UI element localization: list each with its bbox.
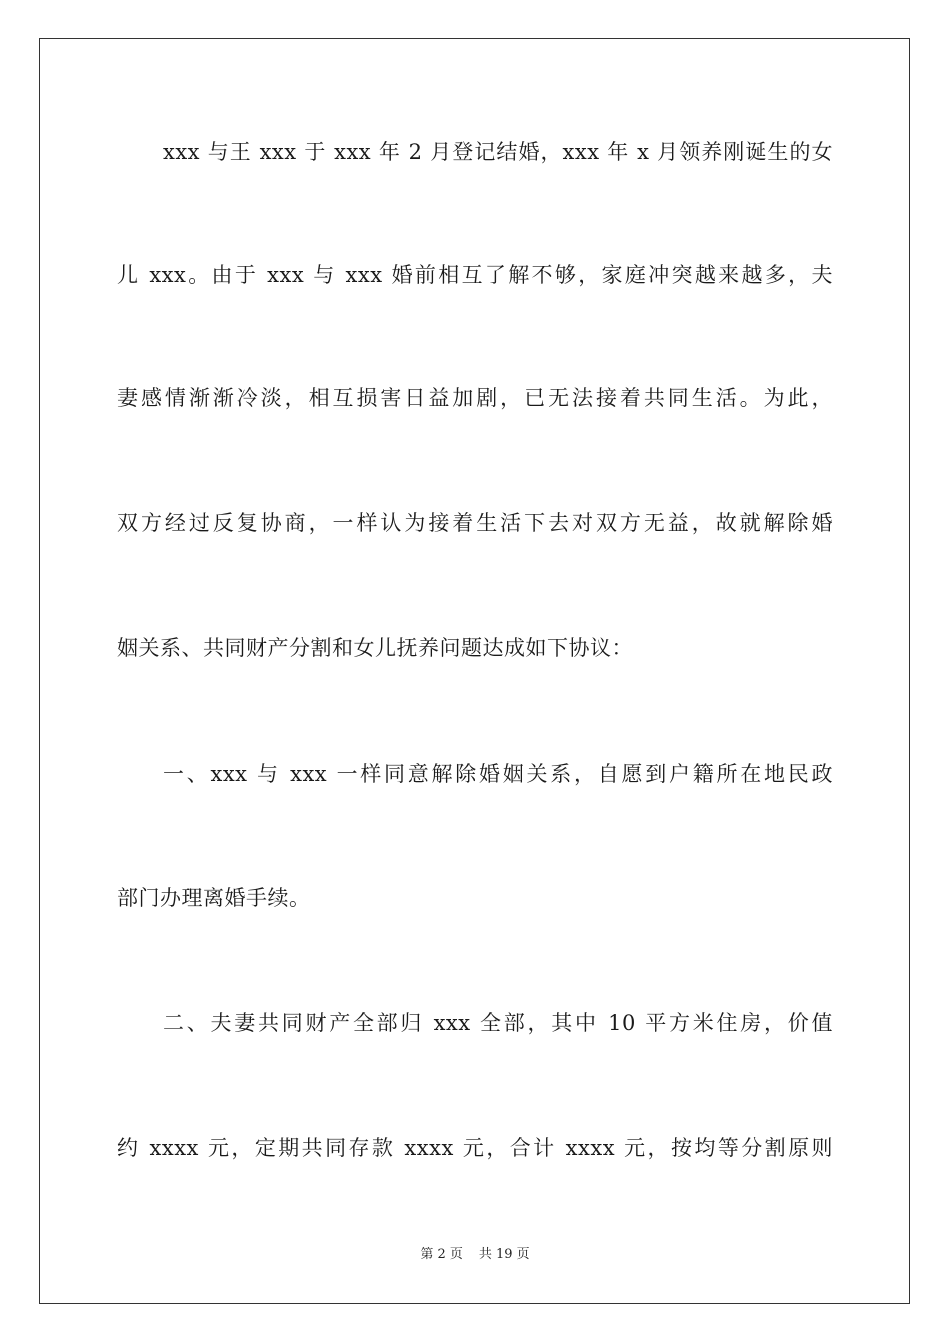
clause-1-line-2: 部门办理离婚手续。 [117, 886, 311, 910]
clause-2-line-1: 二、夫妻共同财产全部归 xxx 全部，其中 10 平方米住房，价值 [163, 1011, 833, 1035]
paragraph-1-line-4: 双方经过反复协商，一样认为接着生活下去对双方无益，故就解除婚 [117, 511, 833, 535]
paragraph-1-line-3: 妻感情渐渐冷淡，相互损害日益加剧，已无法接着共同生活。为此， [117, 386, 833, 410]
paragraph-1-line-5: 姻关系、共同财产分割和女儿抚养问题达成如下协议： [117, 636, 633, 660]
page-total: 共 19 页 [478, 1247, 530, 1262]
clause-2-line-2: 约 xxxx 元，定期共同存款 xxxx 元，合计 xxxx 元，按均等分割原则 [117, 1136, 833, 1160]
page-number: 第 2 页 [420, 1247, 463, 1262]
page-border [39, 38, 910, 1304]
page-footer [0, 1246, 950, 1264]
paragraph-1-line-1: xxx 与王 xxx 于 xxx 年 2 月登记结婚，xxx 年 x 月领养刚诞生的女 [163, 140, 833, 164]
paragraph-1-line-2: 儿 xxx。由于 xxx 与 xxx 婚前相互了解不够，家庭冲突越来越多，夫 [117, 263, 833, 287]
clause-1-line-1: 一、xxx 与 xxx 一样同意解除婚姻关系，自愿到户籍所在地民政 [163, 762, 833, 786]
